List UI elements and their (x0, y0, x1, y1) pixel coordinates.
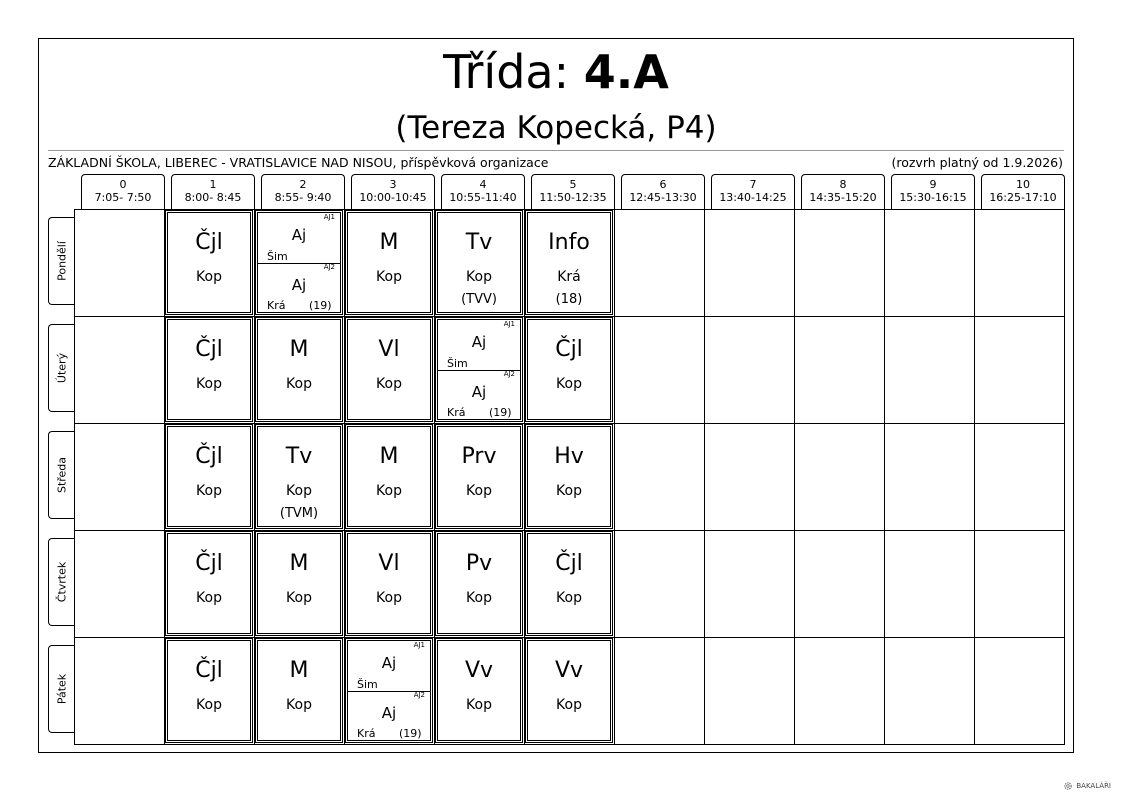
period-time: 16:25-17:10 (989, 191, 1057, 204)
period-number: 3 (389, 178, 397, 191)
period-time: 10:55-11:40 (449, 191, 517, 204)
group-teacher: Krá (267, 299, 286, 312)
lesson-subject: M (289, 658, 309, 683)
lesson-subject: Vl (378, 551, 400, 576)
period-header (261, 174, 345, 210)
day-label (48, 431, 75, 519)
lesson-cell (435, 531, 523, 636)
lesson-teacher: Kop (286, 483, 312, 499)
grid-column-line (704, 209, 705, 745)
day-name: Středa (55, 456, 69, 494)
group-subject: Aj (471, 333, 487, 351)
lesson-teacher: Kop (466, 697, 492, 713)
grid-column-line (974, 209, 975, 745)
lesson-subject: Čjl (195, 551, 223, 576)
group-teacher: Šim (447, 356, 468, 370)
lesson-teacher: Kop (556, 483, 582, 499)
school-name: ZÁKLADNÍ ŠKOLA, LIBEREC - VRATISLAVICE NAD NISOU, příspěvková organizace (48, 155, 549, 170)
lesson-teacher: Kop (286, 697, 312, 713)
lesson-cell (165, 424, 253, 529)
lesson-teacher: Kop (196, 483, 222, 499)
group-label: AJ2 (413, 690, 425, 699)
period-header (981, 174, 1065, 210)
group-room: (19) (399, 727, 422, 740)
lesson-subject: M (289, 551, 309, 576)
period-header (621, 174, 705, 210)
group-subject: Aj (291, 275, 307, 294)
lesson-subject: M (289, 337, 309, 362)
day-label (48, 538, 75, 626)
lesson-subject: Čjl (195, 658, 223, 683)
group-lesson (348, 691, 430, 741)
grid-column-line (884, 209, 885, 745)
day-name: Pondělí (55, 241, 69, 281)
period-header (801, 174, 885, 210)
period-number: 8 (839, 178, 847, 191)
lesson-teacher: Kop (556, 590, 582, 606)
lesson-room: (TVM) (279, 506, 319, 521)
lesson-cell (165, 317, 253, 422)
lesson-teacher: Kop (376, 590, 402, 606)
group-lesson (348, 641, 430, 692)
lesson-subject: Info (548, 230, 590, 255)
period-header (441, 174, 525, 210)
group-teacher: Krá (357, 727, 376, 740)
group-teacher: Šim (357, 677, 378, 691)
lesson-teacher: Kop (466, 269, 492, 285)
group-lesson (438, 370, 520, 420)
lesson-cell (345, 424, 433, 529)
lesson-subject: Vl (378, 337, 400, 362)
period-time: 14:35-15:20 (809, 191, 877, 204)
lesson-teacher: Kop (376, 269, 402, 285)
lesson-subject: Vv (554, 658, 584, 683)
group-subject: Aj (291, 226, 307, 244)
period-time: 15:30-16:15 (899, 191, 967, 204)
lesson-subject: Hv (554, 444, 584, 469)
lesson-subject: Prv (461, 444, 497, 469)
lesson-teacher: Kop (466, 483, 492, 499)
lesson-cell (165, 638, 253, 743)
lesson-subject: Čjl (195, 230, 223, 255)
period-number: 9 (929, 178, 937, 191)
lesson-cell (435, 317, 523, 422)
day-name: Pátek (55, 673, 69, 705)
day-label (48, 324, 75, 412)
group-label: AJ1 (323, 213, 335, 221)
lesson-subject: Čjl (195, 337, 223, 362)
page-title: Třída: 4.A (443, 45, 669, 99)
period-number: 4 (479, 178, 487, 191)
period-time: 8:55- 9:40 (274, 191, 332, 204)
group-lesson (438, 320, 520, 371)
lesson-cell (255, 638, 343, 743)
group-room: (19) (489, 406, 512, 419)
lesson-subject: M (379, 230, 399, 255)
period-number: 10 (1016, 178, 1030, 191)
lesson-teacher: Kop (196, 376, 222, 392)
period-time: 13:40-14:25 (719, 191, 787, 204)
lesson-cell (435, 424, 523, 529)
group-label: AJ2 (503, 369, 515, 378)
lesson-teacher: Kop (196, 269, 222, 285)
lesson-cell (435, 638, 523, 743)
lesson-cell (525, 317, 613, 422)
lesson-subject: Vv (464, 658, 494, 683)
group-label: AJ1 (413, 641, 425, 649)
lesson-teacher: Krá (557, 269, 581, 285)
lesson-cell (345, 638, 433, 743)
lesson-cell (165, 210, 253, 315)
group-lesson (258, 213, 340, 264)
period-number: 1 (209, 178, 217, 191)
period-header (171, 174, 255, 210)
period-number: 5 (569, 178, 577, 191)
lesson-cell (345, 317, 433, 422)
lesson-subject: M (379, 444, 399, 469)
period-number: 6 (659, 178, 667, 191)
lesson-cell (255, 210, 343, 315)
period-header (891, 174, 975, 210)
lesson-cell (525, 531, 613, 636)
group-teacher: Krá (447, 406, 466, 419)
period-header (711, 174, 795, 210)
header-divider (48, 150, 1064, 151)
lesson-teacher: Kop (196, 697, 222, 713)
lesson-cell (165, 531, 253, 636)
grid-column-line (614, 209, 615, 745)
group-subject: Aj (381, 654, 397, 672)
group-teacher: Šim (267, 249, 288, 263)
class-teacher-subtitle: (Tereza Kopecká, P4) (395, 110, 717, 146)
lesson-teacher: Kop (466, 590, 492, 606)
lesson-subject: Tv (285, 444, 313, 469)
gear-icon (1063, 781, 1073, 791)
lesson-teacher: Kop (556, 376, 582, 392)
lesson-cell (255, 424, 343, 529)
period-time: 8:00- 8:45 (184, 191, 242, 204)
lesson-teacher: Kop (286, 590, 312, 606)
group-subject: Aj (471, 382, 487, 401)
lesson-cell (345, 531, 433, 636)
group-lesson (258, 263, 340, 313)
period-number: 7 (749, 178, 757, 191)
lesson-cell (525, 638, 613, 743)
group-subject: Aj (381, 703, 397, 722)
period-time: 10:00-10:45 (359, 191, 427, 204)
lesson-subject: Čjl (555, 337, 583, 362)
bakalari-logo: BAKALÁŘI (1063, 781, 1111, 791)
lesson-teacher: Kop (556, 697, 582, 713)
lesson-room: (18) (555, 292, 583, 307)
lesson-cell (525, 210, 613, 315)
period-number: 2 (299, 178, 307, 191)
day-label (48, 645, 75, 733)
period-number: 0 (119, 178, 127, 191)
lesson-cell (255, 531, 343, 636)
group-label: AJ2 (323, 262, 335, 271)
lesson-teacher: Kop (376, 376, 402, 392)
day-name: Čtvrtek (55, 561, 69, 603)
grid-column-line (794, 209, 795, 745)
lesson-subject: Čjl (195, 444, 223, 469)
day-name: Úterý (55, 352, 69, 384)
period-header (81, 174, 165, 210)
lesson-teacher: Kop (196, 590, 222, 606)
lesson-cell (435, 210, 523, 315)
period-time: 11:50-12:35 (539, 191, 607, 204)
schedule-validity: (rozvrh platný od 1.9.2026) (891, 155, 1063, 170)
lesson-cell (525, 424, 613, 529)
lesson-subject: Pv (465, 551, 493, 576)
group-label: AJ1 (503, 320, 515, 328)
day-label (48, 217, 75, 305)
lesson-subject: Čjl (555, 551, 583, 576)
lesson-cell (345, 210, 433, 315)
period-time: 7:05- 7:50 (94, 191, 152, 204)
lesson-teacher: Kop (376, 483, 402, 499)
period-header (531, 174, 615, 210)
lesson-cell (255, 317, 343, 422)
period-header (351, 174, 435, 210)
group-room: (19) (309, 299, 332, 312)
lesson-subject: Tv (465, 230, 493, 255)
lesson-teacher: Kop (286, 376, 312, 392)
lesson-room: (TVV) (461, 292, 497, 307)
period-time: 12:45-13:30 (629, 191, 697, 204)
